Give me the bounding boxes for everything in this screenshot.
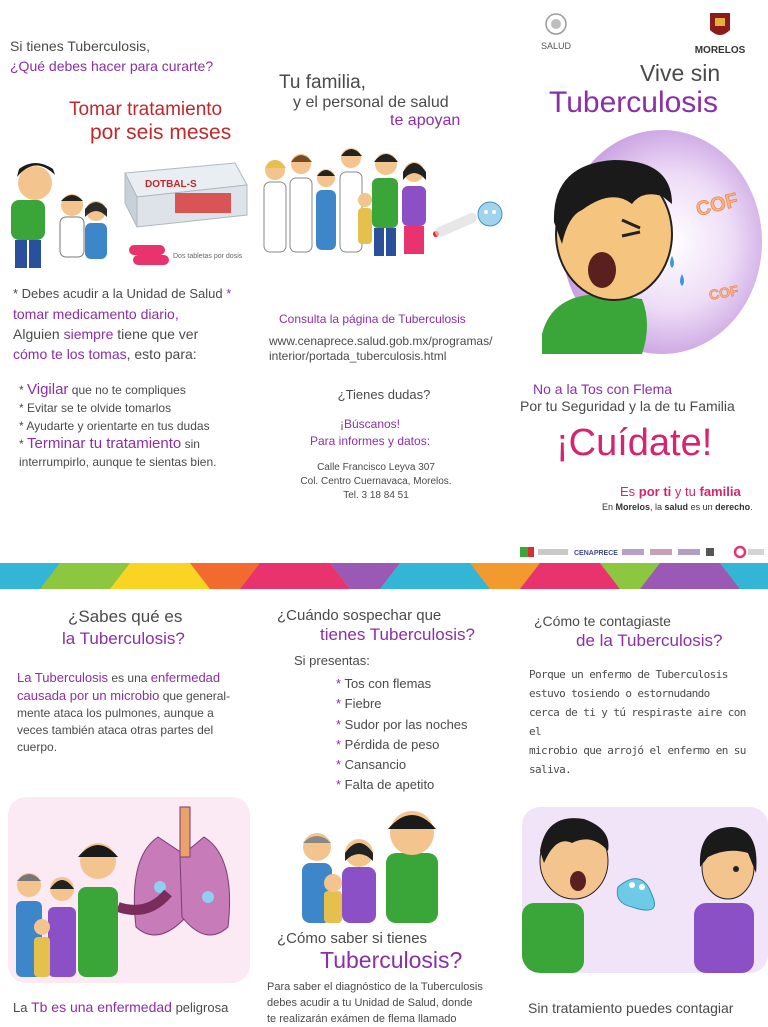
panel-symptoms	[256, 589, 512, 1024]
support-heading-2: y el personal de salud	[293, 94, 449, 111]
cof-text-1: COF	[693, 189, 741, 221]
treatment-heading-1: Tomar tratamiento	[69, 99, 223, 120]
lungs-family-illustration	[8, 797, 250, 983]
woman-figure	[85, 201, 107, 259]
treatment-paragraph	[13, 284, 253, 364]
bullet-1-star: *	[19, 383, 28, 397]
def-general: que general-	[159, 689, 231, 703]
slogan-por-ti: por ti	[638, 484, 672, 499]
treatment-bullets	[19, 381, 255, 471]
group-of-people	[264, 148, 426, 256]
sponsor-logo-7-icon	[735, 547, 745, 557]
contagion-line-2: estuvo tosiendo o estornudando	[529, 687, 710, 700]
bullet-2: * Evitar se te olvide tomarlos	[19, 401, 172, 415]
symptom-text: Pérdida de peso	[344, 736, 440, 752]
bullet-1-keyword: Vigilar	[27, 381, 69, 398]
bullet-4-keyword: Terminar tu tratamiento	[27, 435, 182, 452]
vive-sin-text: Vive sin	[640, 60, 721, 86]
lungs-icon	[134, 807, 229, 935]
man-figure	[11, 163, 55, 268]
bullet-star-icon: *	[336, 716, 345, 732]
motto-la: , la	[650, 502, 665, 512]
family-group	[16, 843, 118, 977]
bullet-star-icon: *	[336, 777, 345, 793]
sponsor-logos-strip	[518, 544, 766, 560]
nurse-figure	[60, 194, 84, 257]
sponsor-logo-6-icon	[706, 548, 714, 556]
microbe-icon	[433, 202, 502, 237]
cover-title: Tuberculosis	[549, 86, 718, 119]
symptom-list	[336, 674, 468, 796]
motto-es-un: es un	[688, 502, 716, 512]
consult-page-text: Consulta la página de Tuberculosis	[279, 312, 466, 326]
def-tb: La Tuberculosis	[17, 670, 109, 685]
pill-icon	[129, 245, 169, 265]
symptom-text: Fiebre	[344, 696, 382, 712]
address-line-1: Calle Francisco Leyva 307	[317, 462, 435, 473]
family-medicine-illustration	[5, 155, 253, 273]
bullet-star-icon: *	[336, 757, 345, 773]
slogan-familia: familia	[699, 484, 741, 499]
sponsor-logo-2-icon	[538, 549, 568, 555]
no-tos-text: No a la Tos con Flema	[533, 381, 673, 397]
how-know-q2: Tuberculosis?	[320, 947, 463, 973]
slogan-es: Es	[620, 484, 639, 499]
seguridad-text: Por tu Seguridad y la de tu Familia	[520, 398, 735, 414]
diagnosis-line-1: Para saber el diagnóstico de la Tuberculosis	[267, 981, 483, 993]
what-is-q1: ¿Sabes qué es	[68, 607, 183, 626]
symptom-item	[336, 715, 468, 735]
sponsor-logo-3-icon	[622, 549, 644, 555]
suspect-q2: tienes Tuberculosis?	[320, 625, 475, 644]
p-line-d2: , esto para:	[126, 346, 197, 362]
def-line-4: veces también ataca otras partes del	[17, 723, 214, 737]
symptom-text: Sudor por las noches	[344, 716, 468, 732]
def-line-5: cuerpo.	[17, 740, 58, 754]
suspect-q1: ¿Cuándo sospechar que	[277, 607, 442, 624]
symptom-item	[336, 694, 468, 714]
morelos-label: MORELOS	[694, 45, 746, 56]
diagnosis-line-3: te realizarán exámen de flema llamado	[267, 1013, 457, 1025]
cof-text-2: COF	[707, 282, 740, 303]
sick-family-illustration	[286, 803, 486, 923]
contagion-q2: de la Tuberculosis?	[576, 631, 723, 650]
symptom-item	[336, 674, 468, 694]
pack-brand: DOTBAL-S	[145, 179, 197, 190]
contagion-line-5: saliva.	[529, 763, 572, 776]
what-is-q2: la Tuberculosis?	[62, 629, 185, 648]
decorative-color-band	[0, 563, 768, 589]
find-us-text: ¡Búscanos!	[339, 417, 401, 431]
si-presentas: Si presentas:	[294, 653, 370, 668]
symptom-text: Falta de apetito	[344, 777, 435, 793]
def-es-una: es una	[108, 671, 151, 685]
panel-what-is-tb	[0, 589, 256, 1024]
diagnosis-line-2: debes acudir a tu Unidad de Salud, donde	[267, 997, 473, 1009]
pill-caption: Dos tabletas por dosis	[173, 253, 243, 260]
motto-period: .	[750, 502, 753, 512]
website-url-line-1[interactable]: www.cenaprece.salud.gob.mx/programas/	[269, 334, 493, 348]
intro-line-2: ¿Qué debes hacer para curarte?	[10, 58, 214, 74]
morelos-logo	[688, 12, 752, 56]
bullet-star-icon: *	[336, 696, 345, 712]
bullet-5: interrumpirlo, aunque te sientas bien.	[19, 455, 217, 469]
bullet-1-text: que no te compliques	[68, 383, 186, 397]
motto-morelos: Morelos	[615, 502, 651, 512]
morelos-motto	[602, 502, 753, 512]
motto-salud: salud	[664, 502, 689, 512]
contagion-q1: ¿Cómo te contagiaste	[534, 613, 671, 629]
bullet-4-star: *	[19, 437, 28, 451]
panel-treatment	[0, 0, 256, 560]
danger-text	[13, 999, 228, 1015]
treatment-heading-2: por seis meses	[90, 121, 232, 144]
panel-cover	[512, 0, 768, 560]
coughing-spread-illustration	[522, 807, 768, 973]
bullet-star-icon: *	[336, 736, 345, 752]
website-url-line-2[interactable]: interior/portada_tuberculosis.html	[269, 349, 447, 363]
danger-peligrosa: peligrosa	[171, 1000, 229, 1015]
cenaprece-logo: CENAPRECE	[574, 550, 618, 557]
address-line-2: Col. Centro Cuernavaca, Morelos.	[300, 476, 452, 487]
worried-woman	[694, 827, 757, 973]
support-heading-1: Tu familia,	[279, 72, 366, 93]
p-line-b: tomar medicamento diario,	[13, 306, 179, 322]
questions-heading: ¿Tienes dudas?	[337, 387, 431, 402]
contagion-line-4: microbio que arrojó el enfermo en su	[529, 744, 746, 757]
p-line-c2: siempre	[63, 326, 114, 342]
family-staff-illustration	[260, 142, 508, 268]
diagnosis-text	[267, 979, 507, 1027]
bullet-4-text: sin	[181, 437, 200, 451]
symptom-text: Tos con flemas	[344, 676, 432, 691]
danger-keyword: Tb es una enfermedad	[31, 999, 172, 1015]
coughing-person	[522, 818, 609, 973]
motto-derecho: derecho	[715, 502, 751, 512]
morelos-shield-icon	[709, 12, 731, 40]
eagle-seal-icon	[544, 12, 568, 36]
salud-logo	[532, 12, 580, 51]
info-text: Para informes y datos:	[309, 434, 431, 448]
es-por-ti-slogan	[620, 484, 741, 499]
def-microbio: causada por un microbio	[17, 688, 160, 703]
sponsor-logo-8-icon	[748, 549, 764, 555]
no-treatment-text: Sin tratamiento puedes contagiar	[528, 1000, 734, 1016]
salud-label: SALUD	[540, 41, 571, 51]
support-heading-3: te apoyan	[390, 112, 461, 129]
microbe-icon	[617, 879, 654, 910]
phone-number: Tel. 3 18 84 51	[343, 490, 409, 501]
slogan-y-tu: y tu	[671, 484, 700, 499]
p-line-c1: Alguien	[13, 326, 64, 342]
cuidate-heading: ¡Cuídate!	[556, 422, 713, 464]
contagion-line-3: cerca de ti y tú respiraste aire con el	[529, 706, 746, 738]
def-enfermedad: enfermedad	[150, 670, 221, 685]
sponsor-logo-4-icon	[650, 549, 672, 555]
p-line-a-star: *	[222, 286, 232, 301]
def-line-3: mente ataca los pulmones, aunque a	[17, 706, 214, 720]
motto-en: En	[602, 502, 616, 512]
contagion-text	[529, 665, 761, 779]
what-is-definition	[17, 669, 246, 756]
symptom-text: Cansancio	[344, 757, 407, 773]
intro-line-1: Si tienes Tuberculosis,	[10, 38, 151, 54]
bullet-star-icon: *	[336, 676, 345, 691]
p-line-d1: cómo te los tomas	[13, 346, 127, 362]
p-line-c3: tiene que ver	[113, 326, 199, 342]
medicine-box	[125, 163, 247, 227]
p-line-a: * Debes acudir a la Unidad de Salud	[13, 286, 223, 301]
coughing-man-illustration	[522, 124, 762, 364]
panel-contagion	[512, 589, 768, 1024]
how-know-q1: ¿Cómo saber si tienes	[277, 930, 428, 947]
panel-support	[256, 0, 512, 560]
sick-family-group	[302, 811, 438, 923]
symptom-item	[336, 775, 468, 795]
bullet-3: * Ayudarte y orientarte en tus dudas	[19, 419, 210, 433]
sponsor-logo-5-icon	[678, 549, 700, 555]
sponsor-logo-1-icon	[520, 547, 534, 557]
contagion-line-1: Porque un enfermo de Tuberculosis	[529, 668, 728, 681]
danger-la: La	[13, 1000, 32, 1015]
symptom-item	[336, 755, 468, 775]
symptom-item	[336, 735, 468, 755]
